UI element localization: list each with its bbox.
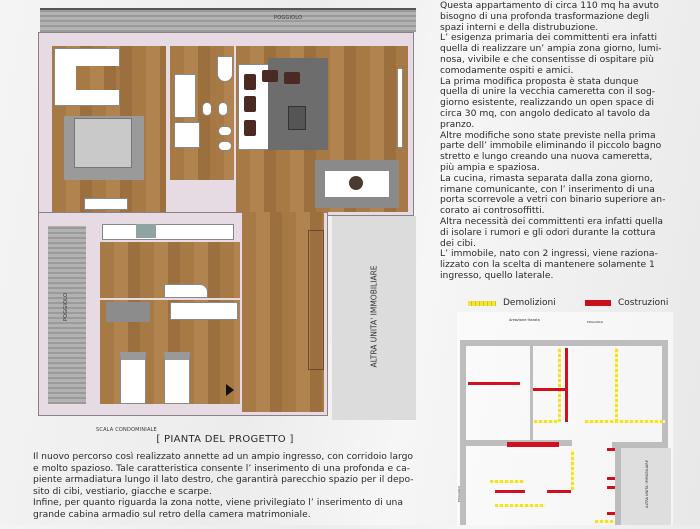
project-description: [440, 1, 665, 282]
demolition-line: [490, 480, 524, 483]
plan-caption: [ PIANTA DEL PROGETTO ]: [156, 434, 294, 445]
bedroom-dresser: [84, 198, 128, 210]
centerpiece: [349, 176, 363, 190]
text-line: lizzato con la scelta di mantenere solamente 1: [440, 259, 655, 271]
mini-wall: [662, 340, 668, 448]
text-line: La prima modifica proposta è stata dunque: [440, 75, 639, 87]
text-line: L’ esigenza primaria dei committenti era infatti: [440, 32, 658, 44]
legend-demolitions: Demolizioni: [503, 298, 556, 308]
demolition-line: [595, 520, 615, 523]
bidet-2: [218, 141, 232, 151]
text-line: spazi interni e della distrubuzione.: [440, 21, 599, 33]
construction-line: [547, 490, 571, 493]
text-line: circa 30 mq, con angolo dedicato al tavolo da: [440, 107, 651, 119]
text-line: stretto e lungo creando una nuova cameretta,: [440, 151, 653, 163]
demolition-line: [615, 348, 618, 422]
text-line: pranzo.: [440, 118, 475, 130]
text-line: quella di unire la vecchia cameretta con il sog-: [440, 86, 656, 98]
closet-floor: [76, 66, 120, 90]
demolition-line: [585, 420, 665, 423]
bath-sink: [217, 56, 233, 82]
bidet: [218, 102, 228, 116]
construction-line: [607, 477, 615, 480]
text-line: Infine, per quanto riguarda la zona notte, viene privilegiato l’ inserimento di una: [33, 497, 403, 509]
construction-line: [565, 348, 568, 422]
balcony-left-label: POGGIOLO: [63, 292, 70, 322]
text-line: piente armadiatura lungo il lato destro, che garantirà parecchio spazio per il depo-: [33, 474, 414, 486]
text-line: parte dell’ immobile eliminando il piccolo bagno: [440, 140, 662, 152]
construction-line: [468, 382, 520, 385]
construction-line: [507, 442, 559, 447]
text-line: La cucina, rimasta separata dalla zona giorno,: [440, 172, 653, 184]
text-line: nosa, vivibile e che consentisse di ospitare più: [440, 53, 654, 65]
text-line: L’ immobile, nato con 2 ingressi, viene raziona-: [440, 248, 658, 260]
demolition-line: [534, 420, 558, 423]
kitchen-island: [164, 284, 208, 298]
text-line: quella di realizzare un’ ampia zona giorno, lumi-: [440, 43, 662, 55]
text-line: porta scorrevole a vetri con binario superiore an-: [440, 194, 666, 206]
text-line: più ampia e spaziosa.: [440, 161, 540, 173]
text-line: giorno esistente, realizzando un open space di: [440, 97, 655, 109]
demolition-line: [571, 450, 574, 490]
text-line: dei cibi.: [440, 237, 476, 249]
text-line: Altre modifiche sono state previste nella prima: [440, 129, 656, 141]
construction-line: [495, 490, 525, 493]
demolition-line: [558, 348, 561, 422]
text-line: bisogno di una profonda trasformazione degli: [440, 10, 650, 22]
wardrobe: [170, 302, 238, 320]
toilet: [202, 102, 212, 116]
text-line: comodamente ospiti e amici.: [440, 64, 574, 76]
double-bed: [74, 118, 132, 168]
coffee-table: [288, 106, 306, 130]
range-hood: [136, 224, 156, 238]
cushion: [244, 74, 256, 90]
cushion: [262, 70, 278, 82]
text-line: rimane comunicante, con l’ inserimento di una: [440, 183, 655, 195]
mini-wall: [460, 340, 668, 346]
demolition-line: [495, 504, 545, 507]
desk: [106, 302, 150, 322]
demolition-plan: [457, 312, 673, 525]
floor-plan: [36, 4, 418, 433]
text-line: corato ai controsoffitti.: [440, 205, 545, 217]
mini-poggiolo-left-label: POGGIOLO: [457, 486, 461, 502]
text-line: e molto spazioso. Tale caratteristica consente l’ inserimento di una profonda e ca-: [33, 462, 411, 474]
cushion: [244, 120, 256, 136]
text-line: sito di cibi, vestiario, giacche e scarpe.: [33, 485, 212, 497]
bottom-description: [33, 451, 414, 521]
kitchen-counter: [102, 224, 234, 240]
demolition-swatch: [468, 301, 496, 306]
balcony-top-label: POGGIOLO: [274, 15, 303, 21]
legend-constructions: Costruzioni: [618, 298, 669, 308]
aeration-label: Areazione forzata: [509, 318, 540, 322]
text-line: Questa appartamento di circa 110 mq ha avuto: [440, 0, 659, 11]
other-unit-label: ALTRA UNITA' IMMOBILIARE: [369, 265, 379, 368]
construction-swatch: [585, 300, 611, 306]
cushion: [284, 72, 300, 84]
mini-wall: [530, 346, 533, 442]
tv-cabinet: [397, 68, 403, 148]
storage-wardrobe: [308, 230, 324, 370]
text-line: ingresso, quello laterale.: [440, 269, 554, 281]
entrance-arrow-icon: [226, 384, 234, 396]
mini-other-unit-label: ALTRA UNITA' IMMOBILIARE: [645, 460, 649, 508]
cushion: [244, 96, 256, 112]
text-line: grande cabina armadio sul retro della camera matrimoniale.: [33, 508, 311, 520]
text-line: Altra necessità dei committenti era infatti quella: [440, 215, 664, 227]
balcony-top: [40, 8, 416, 32]
mini-poggiolo-label: POGGIOLO: [587, 320, 603, 324]
construction-line: [607, 486, 615, 489]
single-bed-2: [164, 352, 190, 404]
construction-line: [607, 512, 615, 515]
shower: [174, 74, 196, 118]
text-line: Il nuovo percorso così realizzato annette ad un ampio ingresso, con corridoio largo: [33, 451, 414, 462]
construction-line: [533, 388, 567, 391]
single-bed-1: [120, 352, 146, 404]
stairs-label: SCALA CONDOMINIALE: [96, 427, 157, 433]
toilet-2: [218, 126, 232, 136]
text-line: di isolare i rumori e gli odori durante la cottura: [440, 226, 656, 238]
construction-line: [607, 448, 615, 451]
shower-2: [174, 122, 200, 148]
